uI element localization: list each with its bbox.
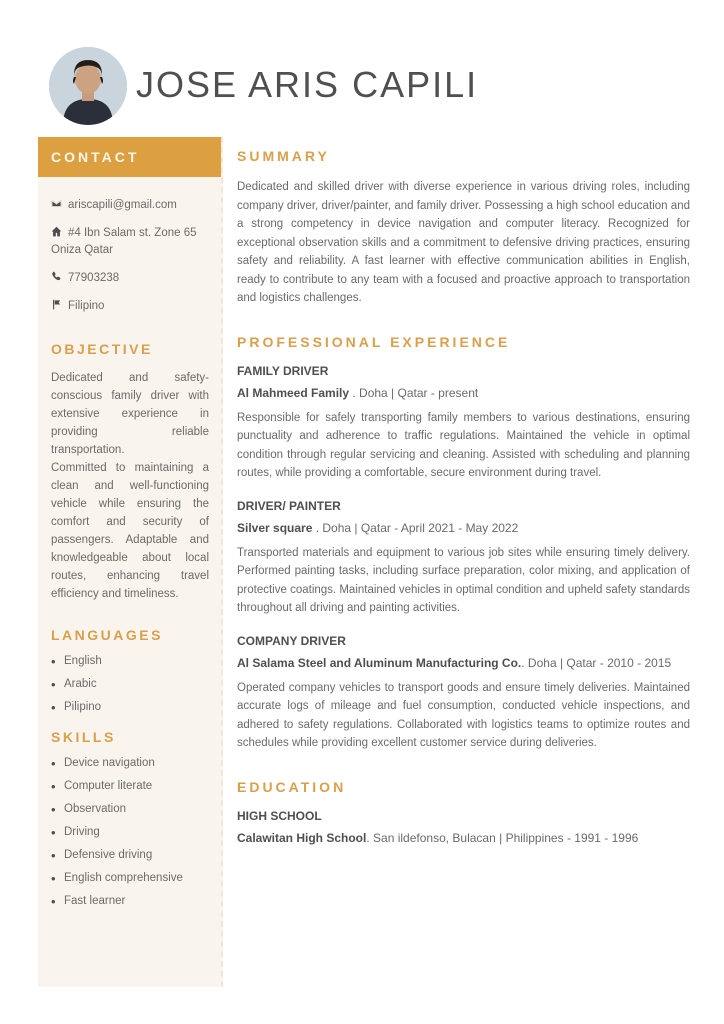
- experience-heading: PROFESSIONAL EXPERIENCE: [237, 333, 511, 350]
- contact-address-text: #4 Ibn Salam st. Zone 65 Oniza Qatar: [51, 227, 197, 256]
- skills-heading: SKILLS: [51, 729, 116, 745]
- languages-list: [51, 655, 209, 713]
- job-meta: . Doha | Qatar - April 2021 - May 2022: [312, 520, 519, 535]
- experience-section: [237, 334, 690, 753]
- summary-text: Dedicated and skilled driver with diverse experience in various driving roles, including company driver, driver/painter, and family driver. Possessing a high school education and a strong competency in device navigation and computer literacy. Recognized for exceptional observation skills and a commitment to defensive driving practices, ensuring safety and reliability. A fast learner with effective communication abilities in English, ready to contribute to any team with a focused and proactive approach to transportation and logistics challenges.: [237, 181, 690, 304]
- job-description: Responsible for safely transporting family members to various destinations, ensuring punctuality and adherence to traffic regulations. Maintained the vehicle in optimal condition through regular servicing and cleaning. Assisted with scheduling and planning routes, while providing a comfortable, secure environment during travel.: [237, 411, 690, 479]
- list-item: • English comprehensive: [51, 872, 209, 884]
- contact-item-address: [51, 225, 209, 259]
- job-company-line: [237, 385, 690, 401]
- list-item: • Computer literate: [51, 780, 209, 792]
- contact-item-email: [51, 197, 209, 214]
- contact-item-phone: [51, 270, 209, 287]
- list-item: • Pilipino: [51, 701, 209, 713]
- job-title: FAMILY DRIVER: [237, 363, 329, 378]
- education-heading: EDUCATION: [237, 778, 347, 795]
- education-meta: . San ildefonso, Bulacan | Philippines - 1991 - 1996: [366, 830, 639, 845]
- job-company: Al Mahmeed Family: [237, 385, 350, 400]
- contact-section-heading: CONTACT: [38, 137, 221, 177]
- contact-item-nationality: [51, 298, 209, 315]
- job-entry-company-driver: [237, 634, 690, 753]
- education-section: [237, 779, 690, 846]
- languages-heading: LANGUAGES: [51, 627, 163, 643]
- summary-section: [237, 148, 690, 308]
- job-description: Operated company vehicles to transport goods and ensure timely deliveries. Maintained accurate logs of mileage and fuel consumption, conducted vehicle inspections, and adhered to safety regulations. Collaborated with logistics teams to optimize routes and schedules while providing excellent customer service during deliveries.: [237, 681, 690, 749]
- skills-list: [51, 757, 209, 907]
- job-description: Transported materials and equipment to various job sites while ensuring timely delivery. Performed painting tasks, including surface preparation, color mixing, and application of protective coatings. Maintained vehicles in optimal condition and upheld safety standards throughout all driving and painting activities.: [237, 546, 690, 614]
- skills-section: [51, 729, 209, 907]
- job-company: Silver square: [237, 520, 313, 535]
- job-title: COMPANY DRIVER: [237, 633, 346, 648]
- contact-email-text: ariscapili@gmail.com: [68, 199, 177, 211]
- education-school: Calawitan High School: [237, 830, 367, 845]
- summary-heading: SUMMARY: [237, 148, 330, 164]
- objective-paragraph-1: Dedicated and safety-conscious family driver with extensive experience in providing reliable transportation.: [51, 372, 209, 456]
- languages-section: [51, 627, 209, 713]
- list-item: • Driving: [51, 826, 209, 838]
- job-entry-driver-painter: [237, 499, 690, 618]
- education-school-line: [237, 830, 690, 846]
- sidebar: [38, 137, 223, 987]
- job-meta: . Doha | Qatar - 2010 - 2015: [521, 655, 672, 670]
- avatar: [49, 47, 127, 125]
- home-icon: [51, 226, 63, 237]
- portrait-photo-icon: [49, 47, 127, 125]
- envelope-icon: [51, 198, 63, 209]
- list-item: • English: [51, 655, 209, 667]
- contact-phone-text: 77903238: [68, 272, 120, 284]
- job-company-line: [237, 520, 690, 536]
- list-item: • Defensive driving: [51, 849, 209, 861]
- page-title-name: JOSE ARIS CAPILI: [136, 64, 479, 105]
- job-meta: . Doha | Qatar - present: [349, 385, 479, 400]
- contact-nationality-text: Filipino: [68, 300, 105, 312]
- objective-paragraph-2: Committed to maintaining a clean and well-functioning vehicle while ensuring the comfort and security of passengers. Adaptable and knowledgeable about local routes, enhancing travel efficiency and timeliness.: [51, 462, 209, 600]
- job-company-line: [237, 655, 690, 671]
- job-company: Al Salama Steel and Aluminum Manufacturing Co.: [237, 655, 522, 670]
- phone-icon: [51, 271, 63, 282]
- objective-heading: OBJECTIVE: [51, 341, 153, 357]
- list-item: • Arabic: [51, 678, 209, 690]
- list-item: • Device navigation: [51, 757, 209, 769]
- list-item: • Observation: [51, 803, 209, 815]
- list-item: • Fast learner: [51, 895, 209, 907]
- contact-list: [51, 197, 209, 315]
- education-degree: HIGH SCHOOL: [237, 808, 322, 823]
- main-column: [237, 148, 690, 872]
- objective-section: [51, 341, 209, 603]
- flag-icon: [51, 299, 63, 310]
- job-title: DRIVER/ PAINTER: [237, 498, 341, 513]
- job-entry-family-driver: [237, 364, 690, 483]
